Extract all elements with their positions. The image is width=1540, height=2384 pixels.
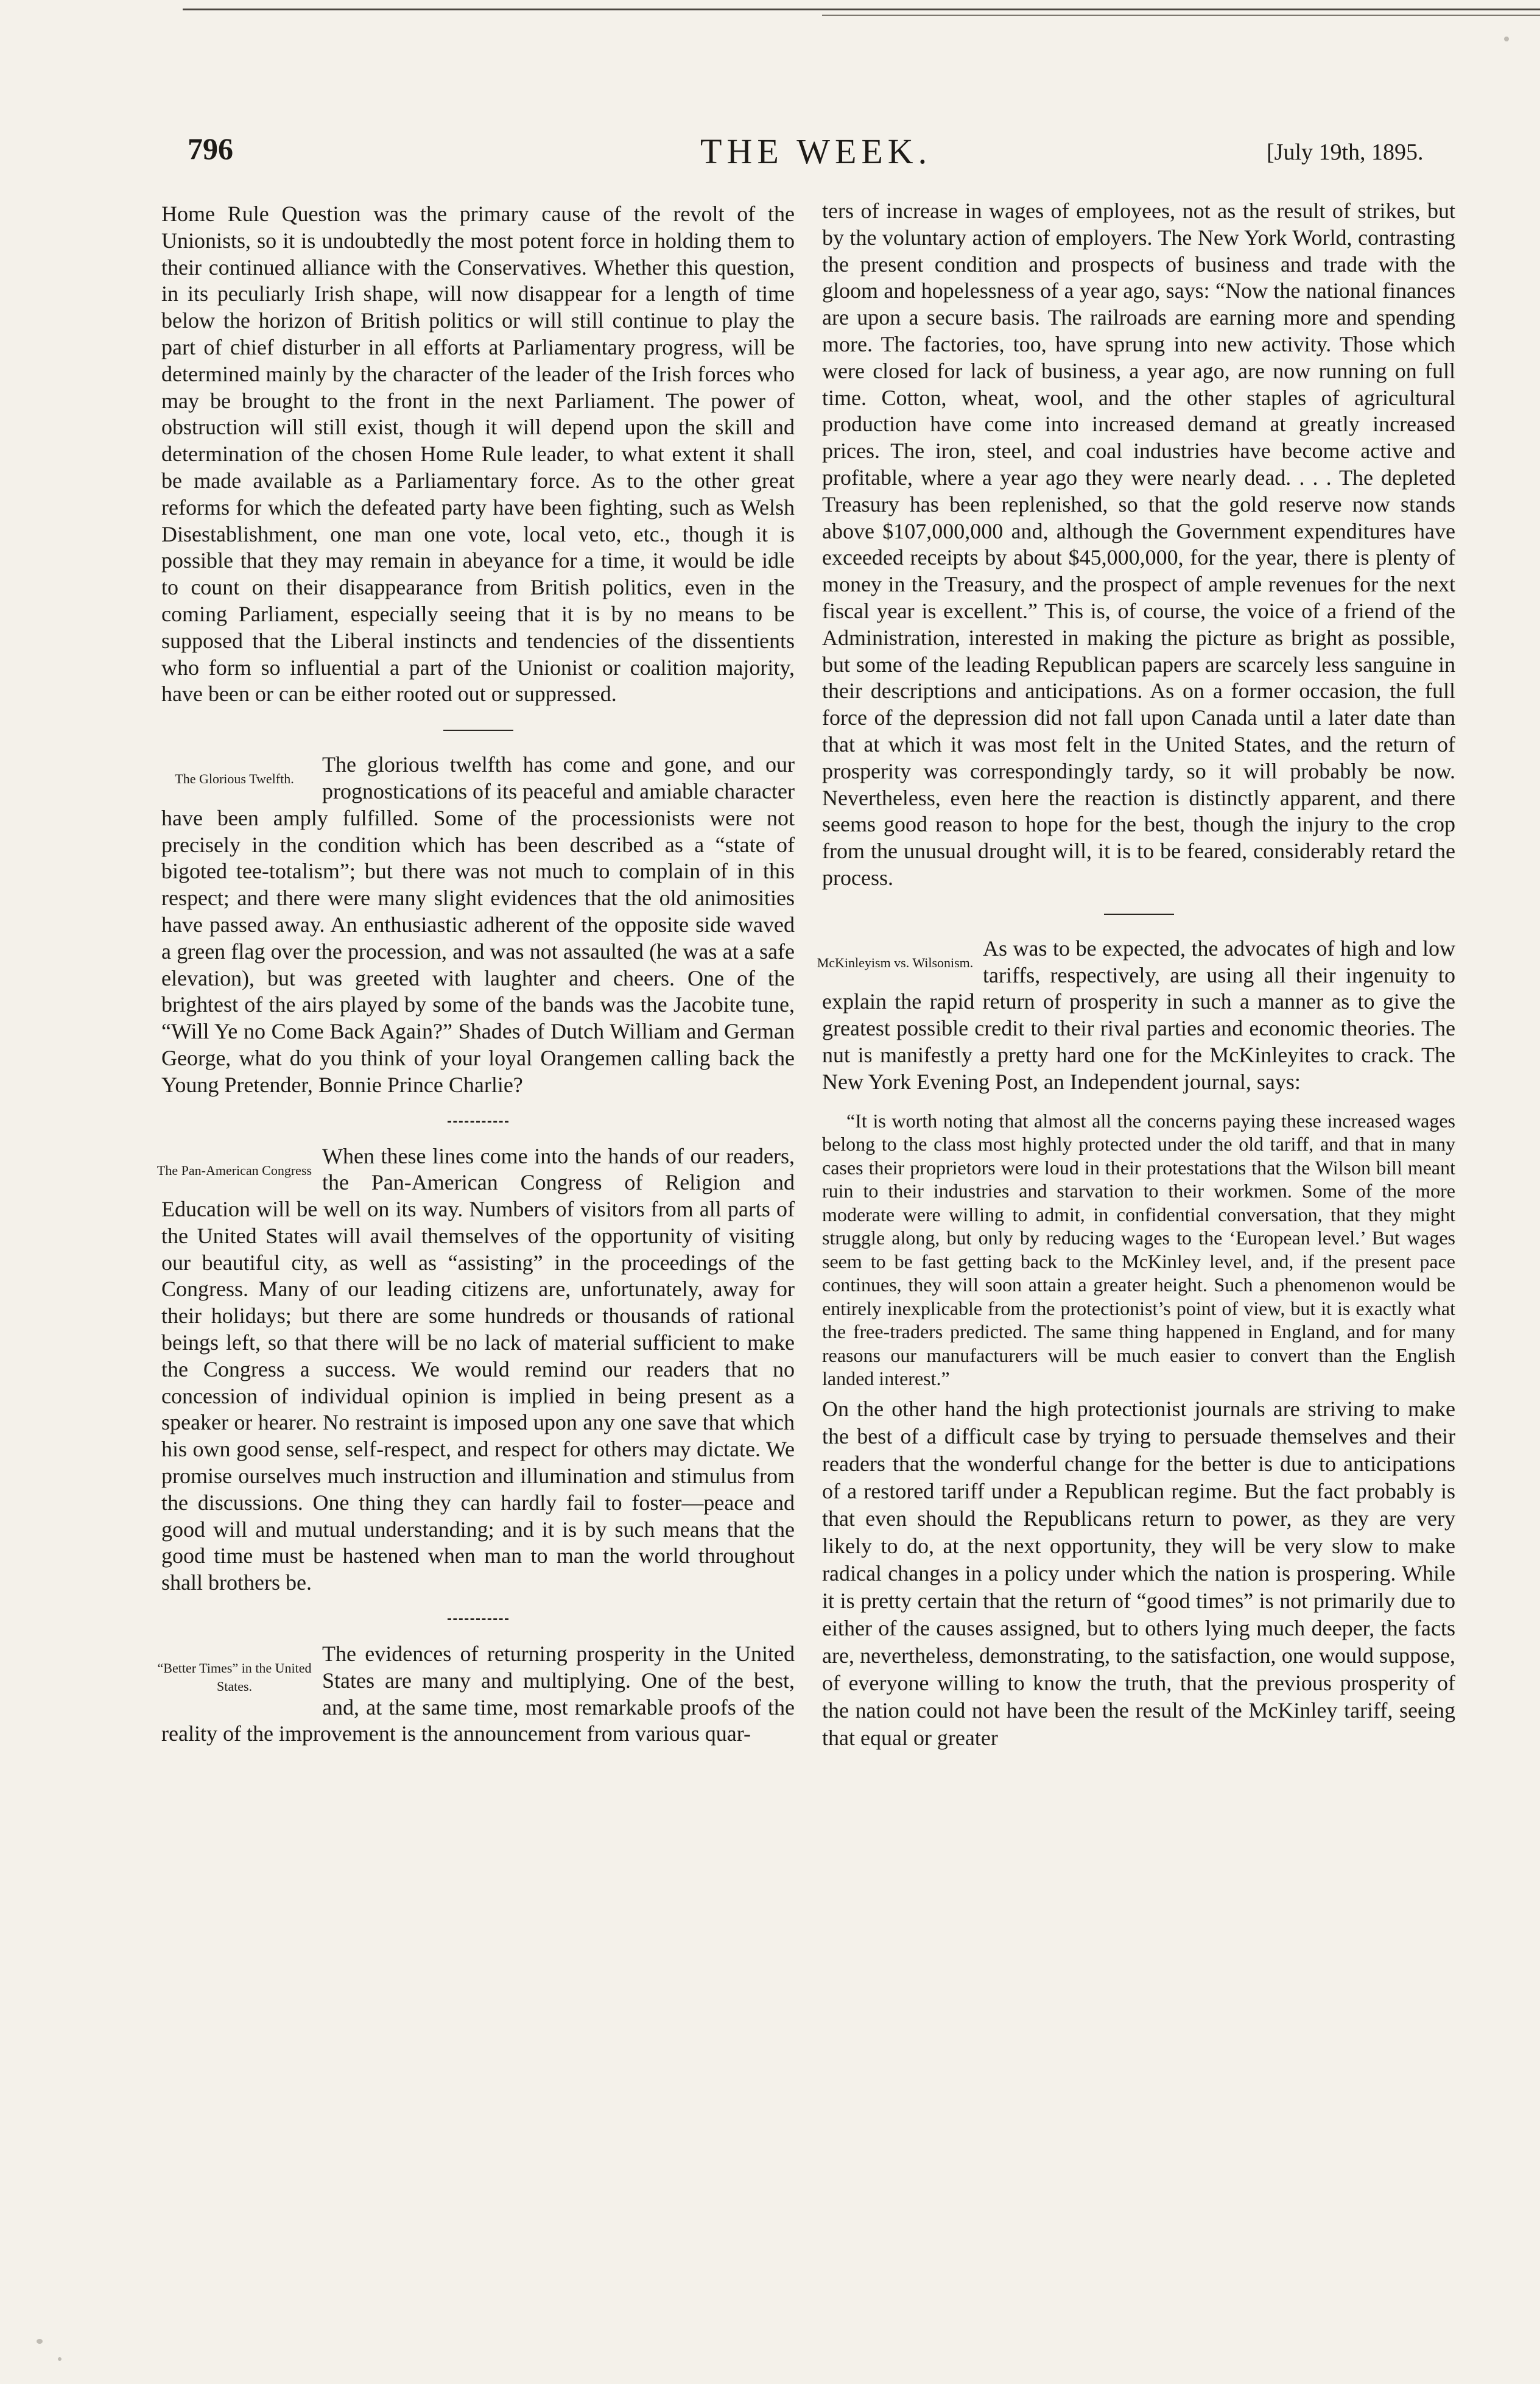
right-column (817, 198, 1455, 1752)
left-column (156, 201, 795, 1747)
paper-speck (37, 2339, 43, 2344)
section-divider (448, 1121, 508, 1123)
section-divider (448, 1618, 508, 1620)
masthead-title: THE WEEK. (700, 132, 932, 171)
paper-speck (58, 2357, 62, 2361)
side-heading-better-times: “Better Times” in the United States. (157, 1660, 312, 1695)
better-times-section (157, 1641, 795, 1747)
home-rule-paragraph: Home Rule Question was the primary cause of the revolt of the Unionists, so it is undoubtedly the most potent force in holding them to their continued alliance with the Conservatives. Whether this question, in its peculiarly Irish shape, will now disappear for a length of time below the horizon of British politics or will still continue to play the part of chief disturber in all efforts at Parliamentary progress, will be determined mainly by the character of the leader of the Irish forces who may be brought to the front in the next Parliament. The power of obstruction will still exist, though it will depend upon the skill and determination of the chosen Home Rule leader, to what extent it shall be made available as a Parliamentary force. As to the other great reforms for which the defeated party have been fighting, such as Welsh Disestablishment, one man one vote, local veto, etc., though it is possible that they may remain in abeyance for a time, it would be idle to count on their disappearance from British politics, even in the coming Parliament, especially seeing that it is by no means to be supposed that the Liberal instincts and tendencies of the dissentients who form so influential a part of the Unionist or coalition majority, have been or can be either rooted out or suppressed. (161, 202, 795, 707)
side-heading-pan-american-congress: The Pan-American Congress (156, 1162, 312, 1178)
section-divider (1104, 914, 1174, 915)
better-times-continuation: ters of increase in wages of employees, not as the result of strikes, but by the voluntary action of employers. The New York World, contrasting the present condition and prospects of business and trade with the gloom and hopelessness of a year ago, says: “Now the national finances are upon a secure basis. The railroads are earning more and spending more. The factories, too, have sprung into new activity. Those which were closed for lack of business, a year ago, are now running on full time. Cotton, wheat, wool, and the other staples of agricultural production have come into increased demand at greatly increased prices. The iron, steel, and coal industries have become active and profitable, where a year ago they were nearly dead. . . . The depleted Treasury has been replenished, so that the gold reserve now stands above $107,000,000 and, although the Government expenditures have exceeded receipts by about $45,000,000, for the year, there is plenty of money in the Treasury, and the prospect of ample revenues for the next fiscal year is excellent.” This is, of course, the voice of a friend of the Administration, interested in making the picture as bright as possible, but some of the leading Republican papers are scarcely less sanguine in their descriptions and anticipations. As on a former occasion, the full force of the depression did not fall upon Canada until a later date than that at which it was most felt in the United States, and the return of prosperity was correspondingly tardy, so it will probably be now. Nevertheless, even here the reaction is distinctly apparent, and there seems good reason to hope for the best, though the injury to the crop from the unusual drought will, it is to be feared, considerably retard the process. (822, 199, 1455, 890)
evening-post-quote: “It is worth noting that almost all the concerns paying these increased wages belong to the class most highly protected under the old tariff, and that in many cases their proprietors were loud in their protestations that the Wilson bill meant ruin to their industries and starvation to their workmen. Some of the more moderate were willing to admit, in confidential conversation, that they might struggle along, but only by reducing wages to the ‘European level.’ But wages seem to be fast getting back to the McKinley level, and, if the present pace continues, they will soon attain a greater height. Such a phenomenon would be entirely inexplicable from the protectionist’s point of view, but it is exactly what the free-traders predicted. The same thing happened in England, and for many reasons our manufacturers will be much easier to convert than the English landed interest.” (822, 1109, 1455, 1389)
better-times-text: The evidences of returning prosperity in the United States are many and multiplying. One of the best, and, at the same time, most remarkable proofs of the reality of the improvement is the announcement from various quar- (161, 1642, 795, 1746)
mckinleyism-section (817, 936, 1455, 1752)
glorious-twelfth-section (161, 752, 795, 1098)
section-divider (443, 730, 513, 731)
top-edge-rule (183, 9, 1540, 10)
page-number: 796 (188, 132, 233, 166)
side-heading-mckinleyism: McKinleyism vs. Wilsonism. (817, 954, 974, 970)
side-heading-glorious-twelfth: The Glorious Twelfth. (175, 771, 294, 787)
mckinleyism-text: As was to be expected, the advocates of high and low tariffs, respectively, are using all their ingenuity to explain the rapid return of prosperity in such a manner as to give the greatest possible credit to their rival parties and economic theories. The nut is manifestly a pretty hard one for the McKinleyites to crack. The New York Evening Post, an Independent journal, says: (822, 936, 1455, 1094)
pan-american-congress-section (156, 1143, 795, 1597)
top-edge-rule-secondary (822, 15, 1540, 16)
glorious-twelfth-text: The glorious twelfth has come and gone, and our prognostications of its peaceful and amiable character have been amply fulfilled. Some of the processionists were not precisely in the condition which has been described as a “state of bigoted tee-totalism”; but there was not much to complain of in this respect; and there were many slight evidences that the old animosities have passed away. An enthusiastic adherent of the opposite side waved a green flag over the procession, and was not assaulted (he was at a safe elevation), but was greeted with laughter and cheers. One of the brightest of the airs played by some of the bands was the Jacobite tune, “Will Ye no Come Back Again?” Shades of Dutch William and German George, what do you think of your loyal Orangemen calling back the Young Pretender, Bonnie Prince Charlie? (161, 752, 795, 1097)
pan-american-congress-text: When these lines come into the hands of our readers, the Pan-American Congress of Religion and Education will be well on its way. Numbers of visitors from all parts of the United States will avail themselves of the opportunity of visiting our beautiful city, as well as “assisting” in the proceedings of the Congress. Many of our leading citizens are, unfortunately, away for their holidays; but there are some hundreds or thousands of rational beings left, so that there will be no lack of material sufficient to make the Congress a success. We would remind our readers that no concession of individual opinion is implied in being present as a speaker or hearer. No restraint is imposed upon any one save that which his own good sense, self-respect, and respect for others may dictate. We promise ourselves much instruction and illumination and stimulus from the discussions. One thing they can hardly fail to foster—peace and good will and mutual understanding; and it is by such means that the good time must be hastened when man to man the world throughout shall brothers be. (161, 1143, 795, 1595)
issue-date: [July 19th, 1895. (1267, 139, 1424, 165)
protectionist-paragraph: On the other hand the high protectionist journals are striving to make the best of a difficult case by trying to persuade themselves and their readers that the wonderful change for the better is due to anticipations of a restored tariff under a Republican regime. But the fact probably is that even should the Republicans return to power, as they are very likely to do, at the next opportunity, they will be very slow to make radical changes in a policy under which the nation is prospering. While it is pretty certain that the return of “good times” is not primarily due to either of the causes assigned, but to others lying much deeper, the facts are, nevertheless, demonstrating, to the satisfaction, one would suppose, of everyone willing to know the truth, that the previous prosperity of the nation could not have been the result of the McKinley tariff, seeing that equal or greater (822, 1396, 1455, 1750)
paper-speck (1504, 37, 1509, 41)
